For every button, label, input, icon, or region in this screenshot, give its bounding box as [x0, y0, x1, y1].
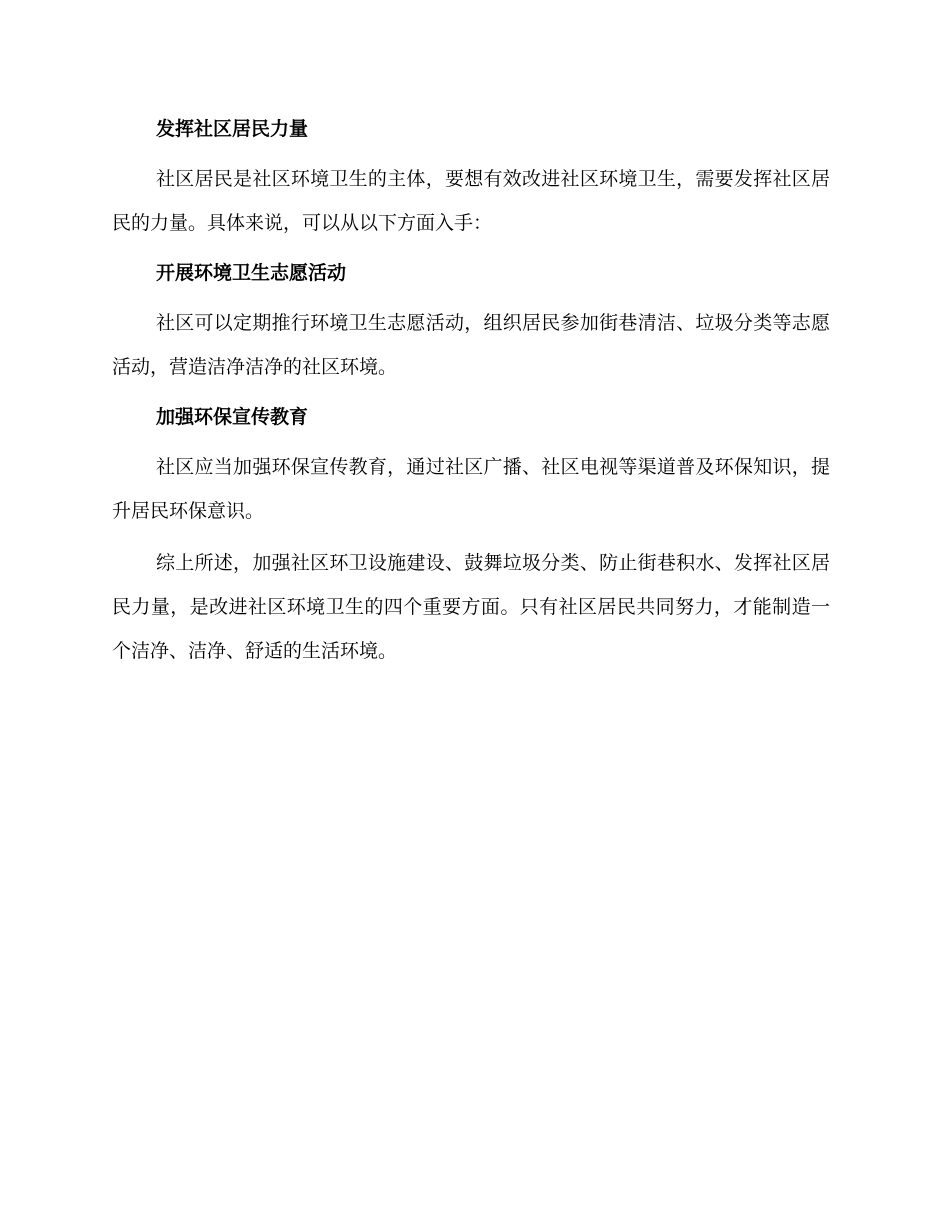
section-heading-environmental-education: 加强环保宣传教育 [156, 406, 309, 428]
conclusion-paragraph: 综上所述，加强社区环卫设施建设、鼓舞垃圾分类、防止街巷积水、发挥社区居民力量，是改进社区环境卫生的四个重要方面。只有社区居民共同努力，才能制造一个洁净、洁净、舒适的生活环境。 [112, 552, 830, 662]
section-paragraph-environmental-education: 社区应当加强环保宣传教育，通过社区广播、社区电视等渠道普及环保知识，提升居民环保意识。 [112, 456, 830, 522]
section-heading-volunteer-activities: 开展环境卫生志愿活动 [156, 262, 347, 284]
document-page [112, 109, 830, 681]
section-paragraph-resident-power: 社区居民是社区环境卫生的主体，要想有效改进社区环境卫生，需要发挥社区居民的力量。具体来说，可以从以下方面入手： [112, 168, 830, 234]
section-paragraph-volunteer-activities: 社区可以定期推行环境卫生志愿活动，组织居民参加街巷清洁、垃圾分类等志愿活动，营造洁净洁净的社区环境。 [112, 312, 830, 378]
section-heading-resident-power: 发挥社区居民力量 [156, 118, 309, 140]
